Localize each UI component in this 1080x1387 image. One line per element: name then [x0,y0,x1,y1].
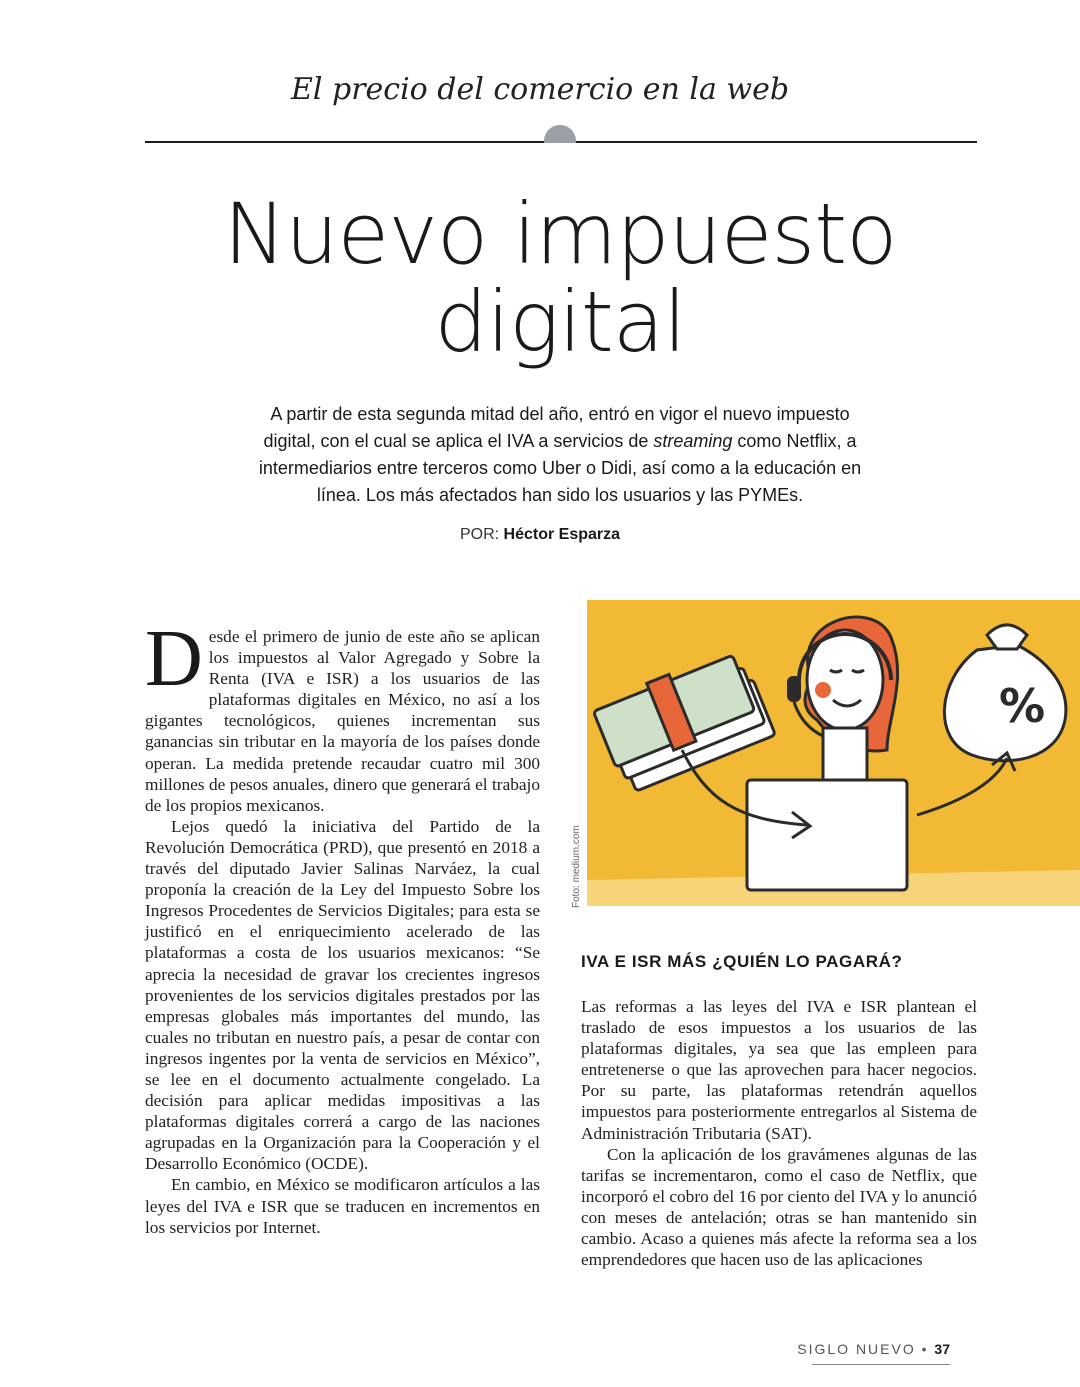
footer-separator: • [921,1341,929,1357]
magazine-name: SIGLO NUEVO [797,1341,916,1357]
percent-label: % [999,679,1046,733]
lead-text-1: A partir de esta segunda mitad del año, entró en vigor el nuevo impuesto digital, con el cual se aplica el IVA a servicios de [263,404,850,451]
lead-italic: streaming [653,431,733,451]
subheading: IVA E ISR MÁS ¿QUIÉN LO PAGARÁ? [581,952,903,971]
laptop-icon [747,780,907,890]
headline: Nuevo impuesto digital [223,185,897,371]
page-number: 37 [934,1341,950,1357]
body-paragraph: En cambio, en México se modificaron artículos a las leyes del IVA e ISR que se traducen en incrementos en los servicios por Internet. [145,1175,540,1237]
page-footer [790,1341,950,1357]
photo-credit: Foto: medium.com [571,825,582,908]
body-column-left [145,615,540,1238]
body-paragraph: Con la aplicación de los gravámenes algunas de las tarifas se incrementaron, como el caso de Netflix, que incorporó el cobro del 16 por ciento del IVA y lo anunció con meses de antelación; otras se han mantenido sin cambio. Acaso a quienes más afecte la reforma sea a los emprendedores que hacen uso de las aplicaciones [581,1144,977,1270]
body-paragraph: Las reformas a las leyes del IVA e ISR plantean el traslado de esos impuestos a los usuarios de las plataformas digitales, ya sea que las empleen para entretenerse o que las aprovechen para hacer negocios. Por su parte, las plataformas retendrán aquellos impuestos para posteriormente entregarlos al Sistema de Administración Tributaria (SAT). [581,997,977,1143]
body-column-right [581,996,977,1270]
body-paragraph [145,615,540,816]
rule-ornament [544,125,576,143]
article-illustration [587,600,1080,906]
drop-cap: D [145,615,203,703]
lead-paragraph [255,401,865,509]
lead-text-2: como Netflix, a intermediarios entre terceros como Uber o Didi, así como a la educación en línea. Los más afectados han sido los usuarios y las PYMEs. [258,431,862,505]
footer-rule [812,1364,950,1365]
byline-label: POR: [459,526,500,543]
body-text: esde el primero de junio de este año se aplican los impuestos al Valor Agregado y Sobre la Renta (IVA e ISR) a los usuarios de las plataformas digitales en México, no así a los gigantes tecnológicos, quienes incrementan sus ganancias sin tributar en la mayoría de los países donde operan. La medida pretende recaudar cuatro mil 300 millones de pesos anuales, dinero que generará el trabajo de los propios mexicanos. [145,627,540,815]
byline-author: Héctor Esparza [503,526,621,543]
byline [0,526,1080,544]
body-paragraph: Lejos quedó la iniciativa del Partido de la Revolución Democrática (PRD), que presentó en 2018 a través del diputado Javier Salinas Narváez, la cual proponía la creación de la Ley del Impuesto Sobre los Ingresos Procedentes de Servicios Digitales; para esta se justificó en el enriquecimiento acelerado de las plataformas a costa de los usuarios mexicanos: “Se aprecia la necesidad de gravar los crecientes ingresos provenientes de los servicios digitales prestados por las empresas globales más importantes del mundo, las cuales no tributan en nuestro país, a pesar de contar con ingresos ingentes por la venta de servicios en México”, se lee en el documento actualmente congelado. La decisión para aplicar medidas impositivas a las plataformas digitales correrá a cargo de las naciones agrupadas en la Organización para la Cooperación y el Desarrollo Económico (OCDE). [145,816,540,1174]
section-title: El precio del comercio en la web [290,72,790,107]
